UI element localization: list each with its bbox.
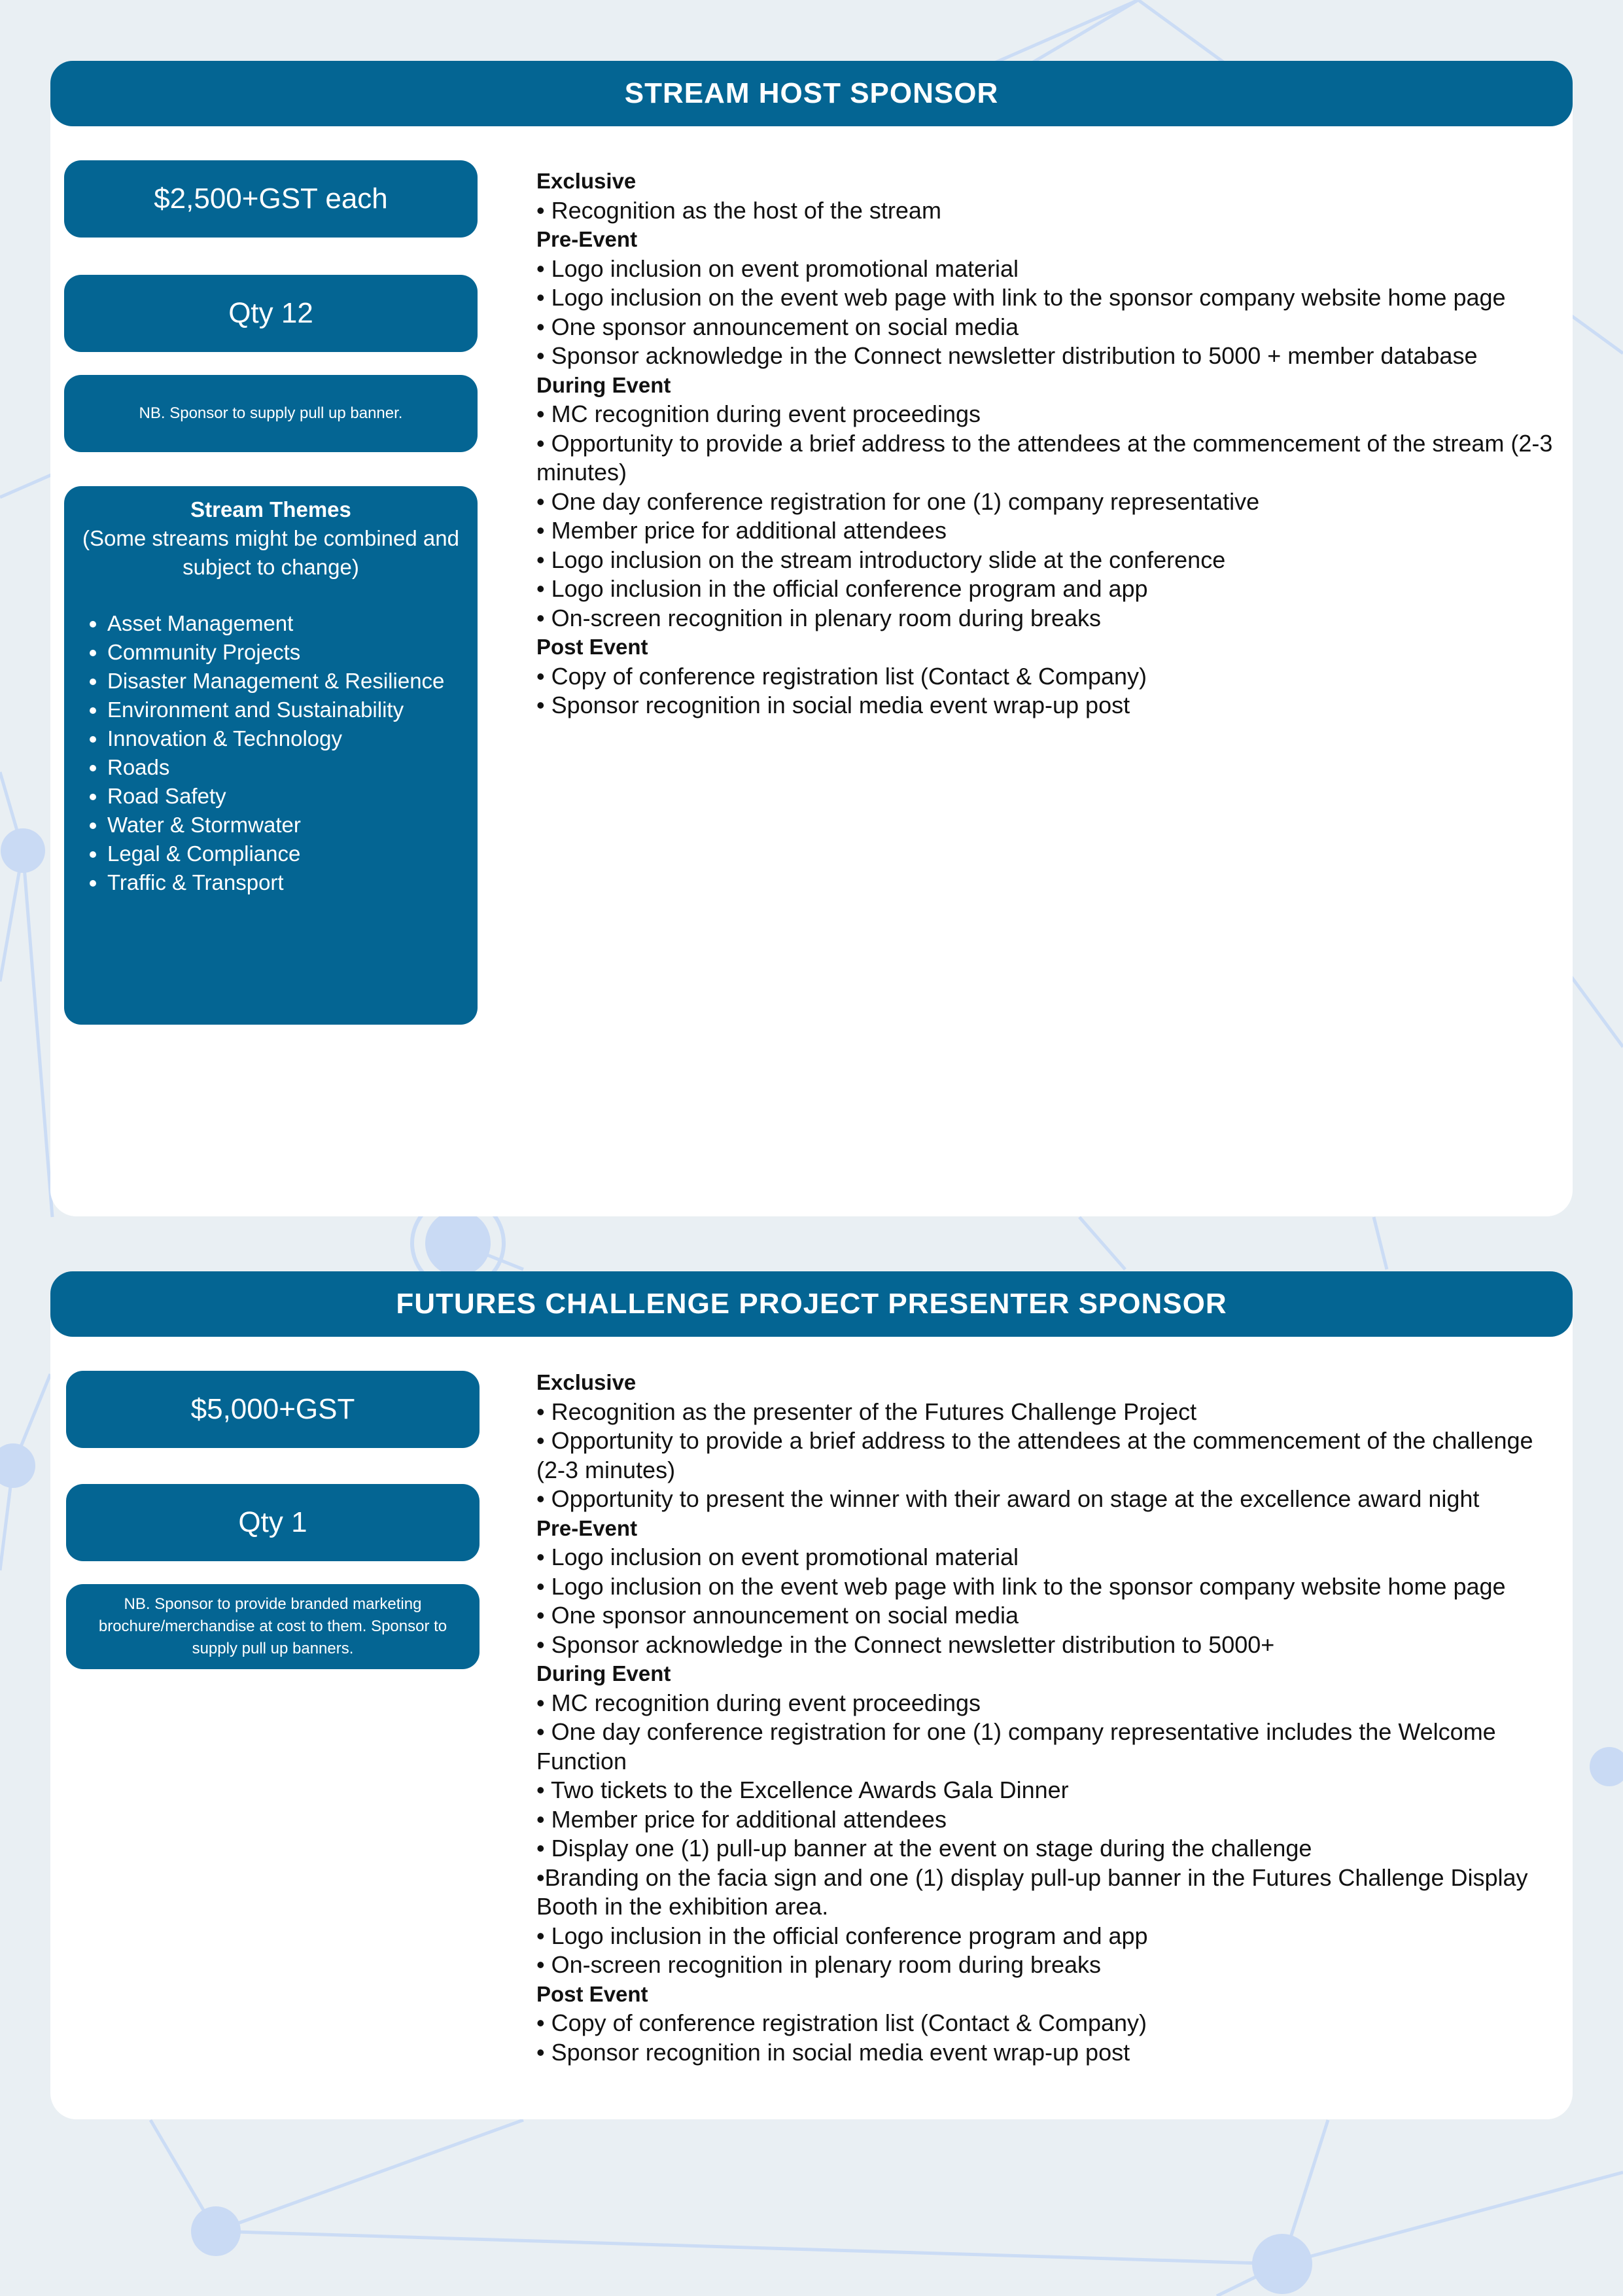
during-event-heading: During Event	[536, 372, 671, 397]
price-badge: $5,000+GST	[66, 1371, 480, 1448]
benefit-item: • Logo inclusion in the official conference program and app	[536, 575, 1148, 602]
benefit-item: •Branding on the facia sign and one (1) display pull-up banner in the Futures Challenge Display Booth in the exhibition area.	[536, 1863, 1528, 1920]
benefit-item: • Opportunity to present the winner with their award on stage at the excellence award night	[536, 1485, 1480, 1512]
theme-item: • Water & Stormwater	[107, 811, 464, 839]
theme-item: • Environment and Sustainability	[107, 696, 464, 724]
benefit-item: • Logo inclusion in the official conference program and app	[536, 1922, 1148, 1949]
price-badge: $2,500+GST each	[64, 160, 478, 238]
stream-themes-list	[77, 609, 464, 897]
benefit-item: • Opportunity to provide a brief address to the attendees at the commencement of the challenge (2-3 minutes)	[536, 1427, 1533, 1483]
benefit-item: • Copy of conference registration list (Contact & Company)	[536, 2009, 1147, 2036]
benefit-item: • Sponsor recognition in social media event wrap-up post	[536, 2038, 1130, 2066]
benefits-list	[536, 167, 1563, 720]
benefit-item: • Logo inclusion on the event web page with link to the sponsor company website home page	[536, 284, 1506, 311]
benefit-item: • Recognition as the host of the stream	[536, 196, 941, 224]
post-event-heading: Post Event	[536, 635, 648, 659]
benefit-item: • Copy of conference registration list (Contact & Company)	[536, 662, 1147, 690]
benefit-item: • Member price for additional attendees	[536, 1805, 947, 1833]
benefit-item: • Logo inclusion on the stream introductory slide at the conference	[536, 546, 1226, 573]
quantity-badge: Qty 1	[66, 1484, 480, 1561]
post-event-heading: Post Event	[536, 1981, 648, 2006]
benefit-item: • Recognition as the presenter of the Futures Challenge Project	[536, 1398, 1197, 1425]
exclusive-heading: Exclusive	[536, 1370, 637, 1394]
benefit-item: • Display one (1) pull-up banner at the event on stage during the challenge	[536, 1835, 1312, 1862]
benefit-item: • Logo inclusion on event promotional material	[536, 255, 1019, 282]
theme-item: • Legal & Compliance	[107, 839, 464, 868]
theme-item: • Traffic & Transport	[107, 868, 464, 897]
section-header: FUTURES CHALLENGE PROJECT PRESENTER SPONSOR	[50, 1271, 1573, 1337]
benefit-item: • On-screen recognition in plenary room during breaks	[536, 1951, 1102, 1978]
pre-event-heading: Pre-Event	[536, 227, 638, 251]
benefit-item: • On-screen recognition in plenary room during breaks	[536, 604, 1102, 631]
benefits-list	[536, 1368, 1563, 2067]
benefit-item: • Logo inclusion on event promotional material	[536, 1544, 1019, 1570]
benefit-item: • Logo inclusion on the event web page with link to the sponsor company website home page	[536, 1572, 1506, 1600]
benefit-item: • Member price for additional attendees	[536, 517, 947, 544]
benefit-item: • Sponsor recognition in social media event wrap-up post	[536, 692, 1130, 718]
pre-event-heading: Pre-Event	[536, 1515, 638, 1540]
benefit-item: • Sponsor acknowledge in the Connect newsletter distribution to 5000+	[536, 1631, 1275, 1658]
sponsor-note: NB. Sponsor to supply pull up banner.	[64, 375, 478, 452]
theme-item: • Innovation & Technology	[107, 724, 464, 753]
benefit-item: • Two tickets to the Excellence Awards Gala Dinner	[536, 1776, 1069, 1803]
benefit-item: • MC recognition during event proceedings	[536, 1689, 981, 1716]
futures-challenge-sponsor-card	[50, 1271, 1573, 2119]
theme-item: • Roads	[107, 753, 464, 782]
during-event-heading: During Event	[536, 1661, 671, 1686]
benefit-item: • MC recognition during event proceedings	[536, 400, 981, 427]
sponsor-note: NB. Sponsor to provide branded marketing brochure/merchandise at cost to them. Sponsor to supply pull up banners.	[66, 1584, 480, 1669]
quantity-badge: Qty 12	[64, 275, 478, 352]
benefit-item: • Opportunity to provide a brief address to the attendees at the commencement of the stream (2-3 minutes)	[536, 429, 1553, 486]
benefit-item: • One day conference registration for one (1) company representative includes the Welcome Function	[536, 1718, 1496, 1775]
exclusive-heading: Exclusive	[536, 169, 637, 193]
benefit-item: • One day conference registration for one (1) company representative	[536, 487, 1260, 515]
stream-themes-panel	[64, 486, 478, 1025]
benefit-item: • One sponsor announcement on social media	[536, 313, 1019, 340]
benefit-item: • One sponsor announcement on social media	[536, 1602, 1019, 1629]
benefit-item: • Sponsor acknowledge in the Connect newsletter distribution to 5000 + member database	[536, 342, 1478, 369]
theme-item: • Community Projects	[107, 638, 464, 667]
stream-themes-title: Stream Themes	[190, 497, 351, 521]
stream-themes-subtitle: (Some streams might be combined and subject to change)	[82, 526, 459, 579]
theme-item: • Asset Management	[107, 609, 464, 638]
stream-host-sponsor-card	[50, 61, 1573, 1216]
section-header: STREAM HOST SPONSOR	[50, 61, 1573, 126]
theme-item: • Road Safety	[107, 782, 464, 811]
theme-item: • Disaster Management & Resilience	[107, 667, 464, 696]
